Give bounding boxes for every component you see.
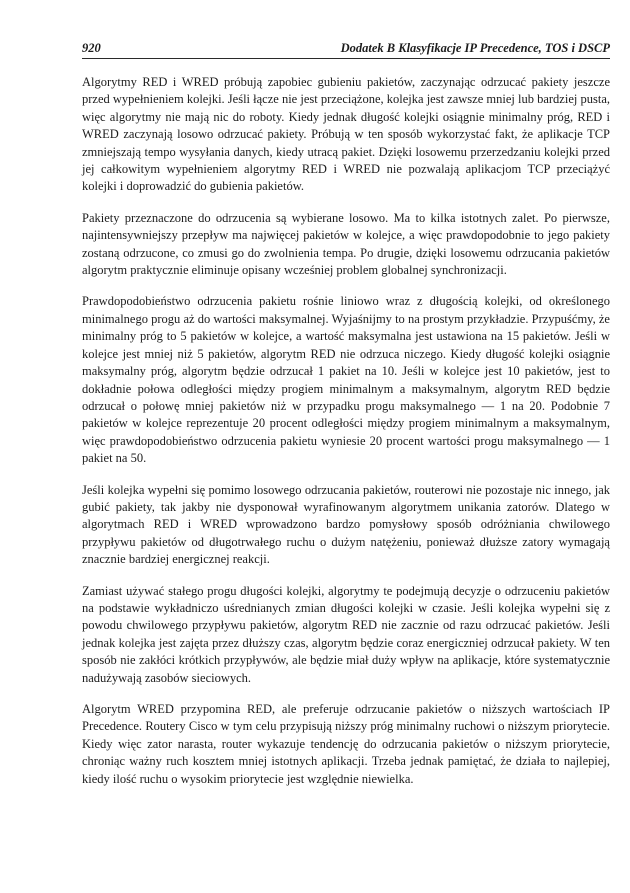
running-header <box>82 40 610 59</box>
paragraph-6: Algorytm WRED przypomina RED, ale preferuje odrzucanie pakietów o niższych wartościach IP Precedence. Routery Cisco w tym celu przypisują niższy próg minimalny ruchowi o niższym priorytecie. Kiedy więc zator narasta, router wykazuje tendencję do odrzucania pakietów o niższym priorytecie, chroniąc ważny ruch kosztem mniej istotnych aplikacji. Trzeba jednak pamiętać, że działa to najlepiej, kiedy ilość ruchu o wysokim priorytecie jest względnie niewielka. <box>82 702 610 786</box>
paragraph-3: Prawdopodobieństwo odrzucenia pakietu rośnie liniowo wraz z długością kolejki, od określonego minimalnego progu aż do wartości maksymalnej. Wyjaśnijmy to na prostym przykładzie. Przypuśćmy, że minimalny próg to 5 pakietów w kolejce, a wartość maksymalna jest ustawiona na 15 pakietów. Jeśli w kolejce jest mniej niż 5 pakietów, algorytm RED nie odrzuca niczego. Kiedy długość kolejki osiągnie maksymalny próg, algorytm będzie odrzucał 1 pakiet na 10. Jeśli w kolejce jest 10 pakietów, jest to dokładnie połowa odległości między progiem minimalnym a maksymalnym, algorytm RED będzie odrzucał o połowę mniej pakietów niż w przypadku progu maksymalnego — 1 na 20. Podobnie 7 pakietów w kolejce reprezentuje 20 procent odległości między progiem minimalnym a maksymalnym, więc prawdopodobieństwo odrzucenia pakietu wyniesie 20 procent wartości progu maksymalnego — 1 pakiet na 50. <box>82 294 610 466</box>
body-text <box>82 74 610 802</box>
paragraph-1: Algorytmy RED i WRED próbują zapobiec gubieniu pakietów, zaczynając odrzucać pakiety jeszcze przed wypełnieniem kolejki. Jeśli łącze nie jest przeciążone, kolejka jest zawsze mniej lub bardziej pusta, więc algorytmy nie mają nic do roboty. Kiedy jednak długość kolejki osiągnie minimalny próg, RED i WRED zaczynają losowo odrzucać pakiety. Próbują w ten sposób wykorzystać fakt, że aplikacje TCP zmniejszają tempo wysyłania danych, kiedy utracą pakiet. Dzięki losowemu przerzedzaniu kolejki przed jej całkowitym wypełnieniem algorytmy RED i WRED nie pozwalają aplikacjom TCP przeciążyć kolejki i doprowadzić do gubienia pakietów. <box>82 75 610 194</box>
page-number: 920 <box>82 41 101 55</box>
paragraph-5: Zamiast używać stałego progu długości kolejki, algorytmy te podejmują decyzje o odrzuceniu pakietów na podstawie wykładniczo uśrednianych zmian długości kolejki w czasie. Jeśli kolejka wypełni się z powodu chwilowego przypływu pakietów, algorytm RED nie zacznie od razu odrzucać pakietów. Jeśli jednak kolejka jest zajęta przez dłuższy czas, algorytm będzie coraz energiczniej odrzucał pakiety. W ten sposób nie zakłóci krótkich przypływów, ale będzie miał duży wpływ na aplikacje, które systematycznie nadużywają zasobów sieciowych. <box>82 583 610 685</box>
paragraph-2: Pakiety przeznaczone do odrzucenia są wybierane losowo. Ma to kilka istotnych zalet. Po pierwsze, najintensywniejszy przepływ ma najwięcej pakietów w kolejce, a więc prawdopodobnie to jego pakiety zostaną odrzucone, co zmusi go do zwolnienia tempa. Po drugie, dzięki losowemu odrzucania pakietów algorytm praktycznie eliminuje opisany wcześniej problem globalnej synchronizacji. <box>82 210 610 278</box>
running-title: Dodatek B Klasyfikacje IP Precedence, TOS i DSCP <box>340 41 610 55</box>
paragraph-4: Jeśli kolejka wypełni się pomimo losowego odrzucania pakietów, routerowi nie pozostaje nic innego, jak gubić pakiety, tak jakby nie dysponował wyrafinowanym algorytmem unikania zatorów. Dlatego w algorytmach RED i WRED wprowadzono bardzo pomysłowy sposób odróżniania chwilowego przypływu pakietów od długotrwałego ruchu o dużym natężeniu, ponieważ dłuższe zatory wymagają znacznie bardziej energicznej reakcji. <box>82 482 610 567</box>
